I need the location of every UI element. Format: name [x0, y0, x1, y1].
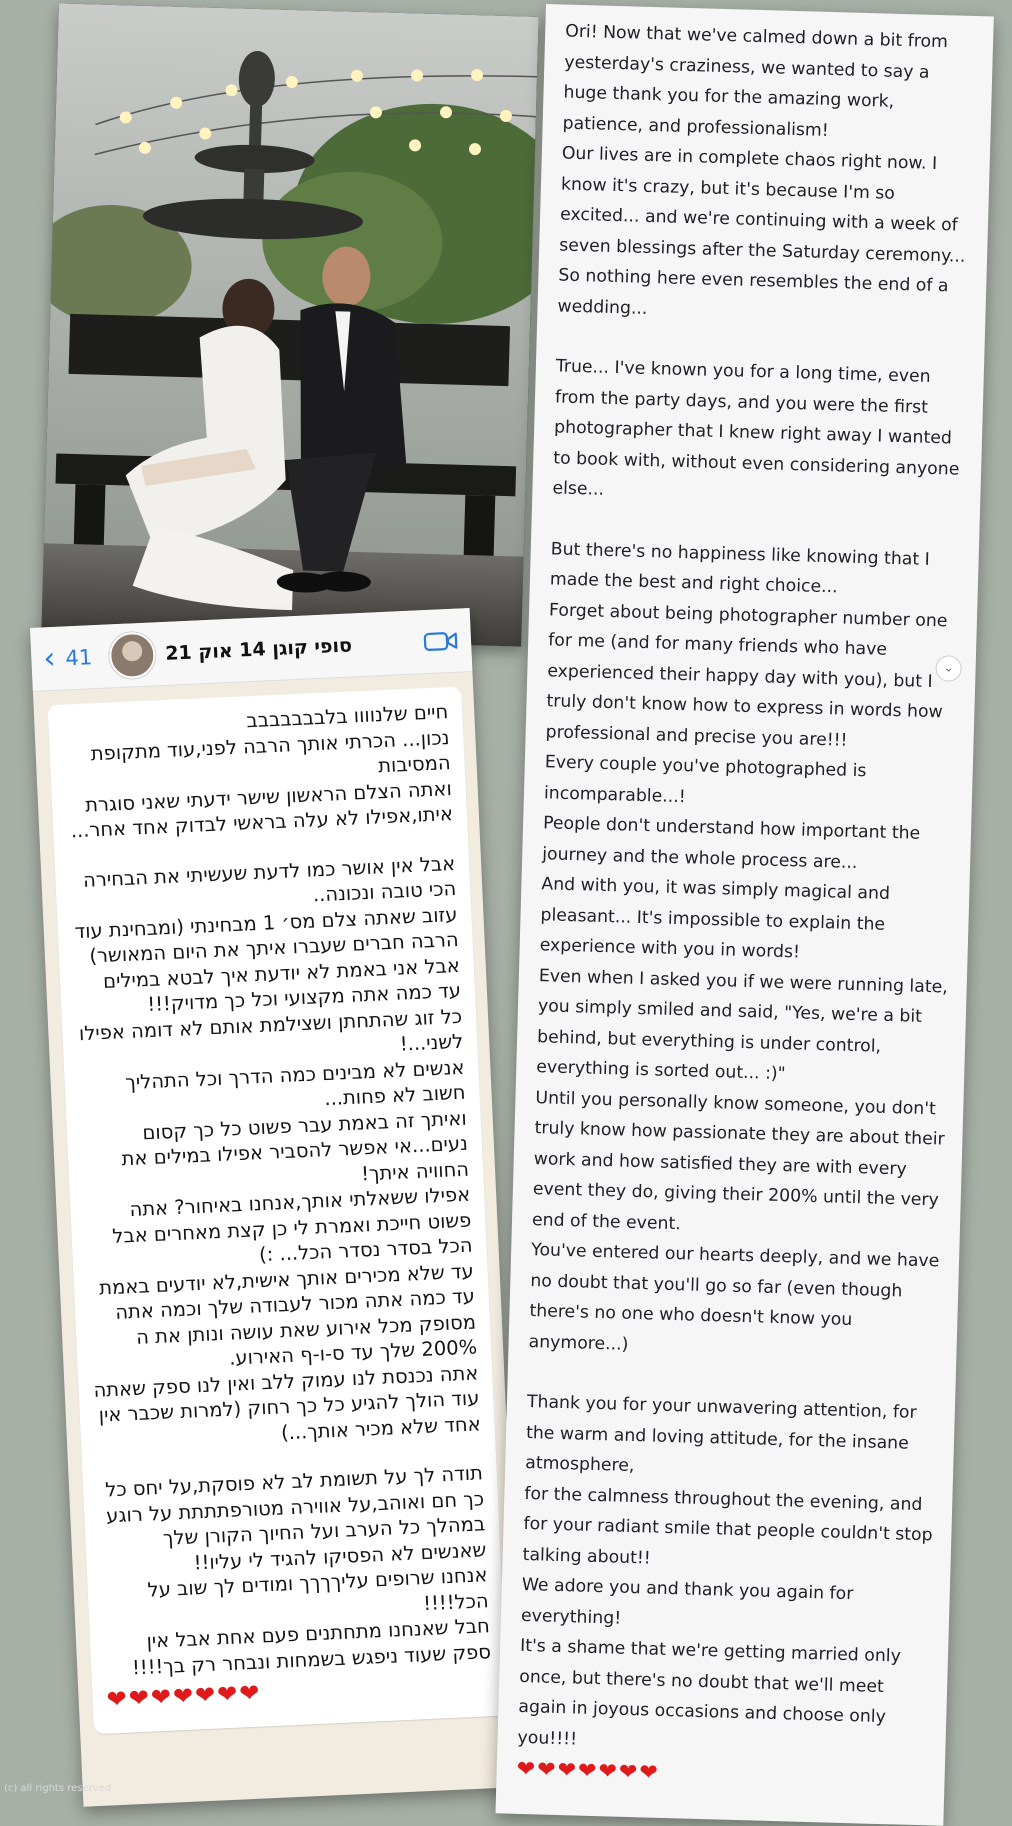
translation-line: True... I've known you for a long time, even from the party days, and you were the first photographer that I knew right away I wanted to book with, without even considering anyone else...: [552, 356, 960, 500]
translation-line: Thank you for your unwavering attention, for the warm and loving attitude, for the insane atmosphere,: [524, 1392, 917, 1477]
translation-line: We adore you and thank you again for everything!: [520, 1574, 854, 1629]
chevron-left-icon[interactable]: ‹: [42, 640, 57, 677]
wedding-photo: [41, 3, 538, 646]
contact-name[interactable]: סופי קוגן 14 אוק 21: [164, 633, 353, 665]
translation-line: But there's no happiness like knowing that I made the best and right choice...: [549, 538, 931, 598]
translation-line: Even when I asked you if we were running late, you simply smiled and said, "Yes, we're a bit behind, but everything is under control, everything is sorted out... :)": [536, 965, 949, 1085]
translation-line: It's a shame that we're getting married only once, but there's no doubt that we'll meet again in joyous occasions and choose only you!!!!: [517, 1635, 902, 1750]
wedding-photo-image: [41, 3, 538, 646]
copyright-notice: (c) all rights reserved: [4, 1783, 112, 1794]
whatsapp-screenshot: [30, 608, 523, 1807]
message-paragraph: חיים שלנוווו בלבבבבבבב נכון... הכרתי אותך הרבה לפני,עוד מתקופת המסיבות ואתה הצלם הראשון שישר ידעתי שאני סוגרת איתו,אפילו לא עלה בראשי לבדוק אחד אחר...: [70, 700, 454, 843]
translation-line: Our lives are in complete chaos right now. I know it's crazy, but it's because I'm so excited... and we're continuing with a week of seven blessings after the Saturday ceremony...: [558, 143, 966, 267]
chevron-down-icon[interactable]: ⌄: [935, 655, 962, 682]
translation-line: for the calmness throughout the evening, and for your radiant smile that people couldn't stop talking about!!: [522, 1483, 933, 1569]
hearts-emoji-row: ❤❤❤❤❤❤❤: [106, 1678, 262, 1714]
translation-line: People don't understand how important the journey and the whole process are...: [541, 813, 921, 873]
video-camera-icon[interactable]: [422, 628, 459, 654]
message-paragraph: תודה לך על תשומת לב לא פוסקת,על יחס כל כך חם ואוהב,על אווירה מטורפתתתת על רוגע במהלך כל הערב ועל החיוך הקורן שלך שאנשים לא הפסיקו להגיד לי עליו!! אנחנו שרופים עליךךךך ומודים לך שוב על הכל!!!! חבל שאנחנו מתחתנים פעם אחת אבל אין ספק שעוד ניפגש בשמחות ונבחר רק בך!!!!: [104, 1461, 492, 1679]
message-paragraph: אבל אין אושר כמו לדעת שעשיתי את הבחירה הכי טובה ונכונה.. עזוב שאתה צלם מס׳ 1 מבחינתי (ומבחינת עוד הרבה חברים שעברו איתך את היום המאושר) אבל אני באמת לא יודעת איך לבטא במילים עד כמה אתה מקצועי וכל כך מדויק!!! כל זוג שהתחתן ושצילמת אותם לא דומה אפילו לשני...! אנשים לא מבינים כמה הדרך וכל התהליך חשוב לא פחות... ואיתך זה באמת עבר פשוט כל כך קסום נעים...אי אפשר להסביר אפילו במילים את החוויה איתך! אפילו ששאלתי אותך,אנחנו באיחור? אתה פשוט חייכת ואמרת לי כן קצת מאחרים אבל הכל בסדר נסדר הכל... :) עד שלא מכירים אותך אישית,לא יודעים באמת עד כמה אתה מכור לעבודה שלך וכמה אתה מסופק מכל אירוע שאת עושה ונותן את ה 200% שלך עד ס-ו-ף האירוע. אתה נכנסת לנו עמוק ללב ואין לנו ספק שאתה עוד הולך להגיע כל כך רחוק (למרות שכבר אין אחד שלא מכיר אותך...): [73, 851, 482, 1444]
translation-text-panel: [495, 4, 993, 1826]
translation-line: And with you, it was simply magical and pleasant... It's impossible to explain the experience with you in words!: [539, 874, 891, 963]
message-bubble: [48, 687, 508, 1734]
translation-line: Every couple you've photographed is incomparable...!: [543, 752, 867, 807]
translation-line: So nothing here even resembles the end of a wedding...: [557, 265, 949, 319]
translation-line: Ori! Now that we've calmed down a bit from yesterday's craziness, we wanted to say a huge thank you for the amazing work, patience, and professionalism!: [562, 21, 949, 141]
translation-line: You've entered our hearts deeply, and we have no doubt that you'll go so far (even though there's no one who doesn't know you anymore...): [528, 1240, 940, 1355]
translation-line: Forget about being photographer number one for me (and for many friends who have experienced their happy day with you), but I truly don't know how to express in words how professional and precise you are!!!: [545, 599, 948, 751]
hearts-emoji-row: ❤❤❤❤❤❤❤: [516, 1756, 661, 1786]
avatar[interactable]: [108, 631, 156, 679]
translation-line: Until you personally know someone, you don't truly know how passionate they are about their work and how satisfied they are with every event they do, giving their 200% until the very end of the event.: [531, 1087, 945, 1234]
unread-count[interactable]: 41: [64, 644, 93, 670]
